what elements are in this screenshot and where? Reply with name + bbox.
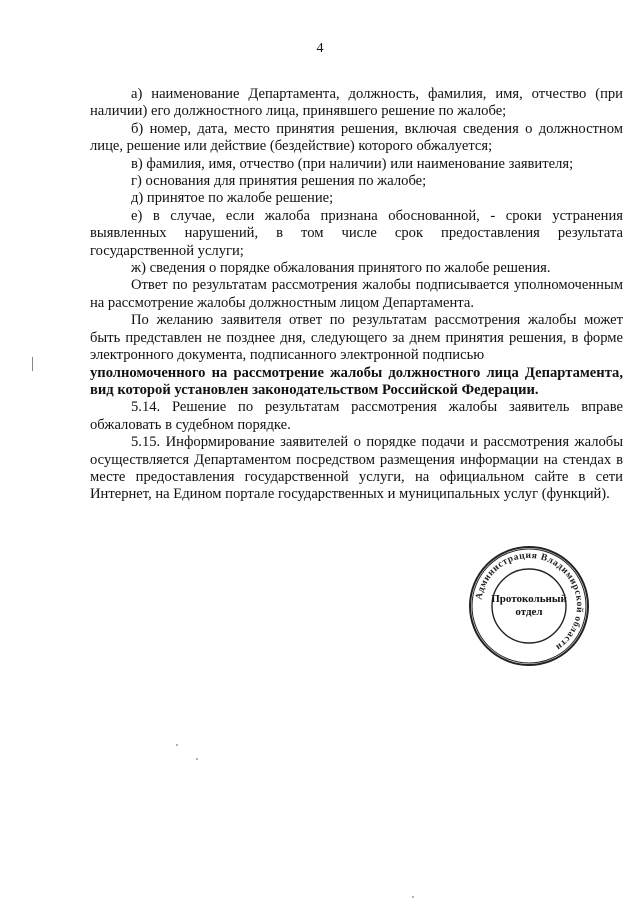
paragraph-electronic-response: По желанию заявителя ответ по результатам рассмотрения жалобы может быть представлен не позднее дня, следующего за днем принятия решения, в форме электронного документа, подписанного электронной подписью	[90, 312, 623, 364]
paragraph-response-signed: Ответ по результатам рассмотрения жалобы подписывается уполномоченным на рассмотрение жалобы должностным лицом Департамента.	[90, 277, 623, 311]
scan-speck	[176, 744, 178, 746]
paragraph-5-15: 5.15. Информирование заявителей о порядке подачи и рассмотрения жалобы осуществляется Департаментом посредством размещения информации на стендах в месте предоставления государственной услуги, на официальном сайте в сети Интернет, на Едином портале государственных и муниципальных услуг (функций).	[90, 434, 623, 503]
paragraph-item-g: г) основания для принятия решения по жалобе;	[131, 173, 427, 190]
paragraph-item-b: б) номер, дата, место принятия решения, включая сведения о должностном лице, решение или действие (бездействие) которого обжалуется;	[90, 120, 623, 155]
document-body	[90, 86, 623, 504]
paragraph-signature-bold: уполномоченного на рассмотрение жалобы должностного лица Департамента, вид которой установлен законодательством Российской Федерации.	[90, 364, 623, 398]
margin-mark	[32, 357, 33, 371]
paragraph-item-v: в) фамилия, имя, отчество (при наличии) или наименование заявителя;	[131, 155, 574, 172]
paragraph-item-e: е) в случае, если жалоба признана обоснованной, - сроки устранения выявленных нарушений, в том числе срок предоставления результата государственной услуги;	[90, 207, 623, 259]
stamp-center-line1: Протокольный	[491, 593, 567, 605]
paragraph-item-zh: ж) сведения о порядке обжалования принятого по жалобе решения.	[131, 260, 551, 277]
stamp-center-line2: отдел	[515, 606, 543, 618]
paragraph-item-a: а) наименование Департамента, должность, фамилия, имя, отчество (при наличии) его должностного лица, принявшего решение по жалобе;	[90, 86, 623, 120]
page-number: 4	[316, 41, 324, 56]
paragraph-item-d: д) принятое по жалобе решение;	[131, 190, 334, 207]
paragraph-5-14: 5.14. Решение по результатам рассмотрения жалобы заявитель вправе обжаловать в судебном порядке.	[90, 399, 623, 433]
stamp-center-text	[468, 545, 590, 667]
scan-speck	[196, 758, 198, 760]
svg-text:Администрация Владимирской обл: Администрация Владимирской области	[474, 550, 585, 653]
scan-speck	[412, 896, 414, 898]
official-stamp	[468, 545, 590, 667]
